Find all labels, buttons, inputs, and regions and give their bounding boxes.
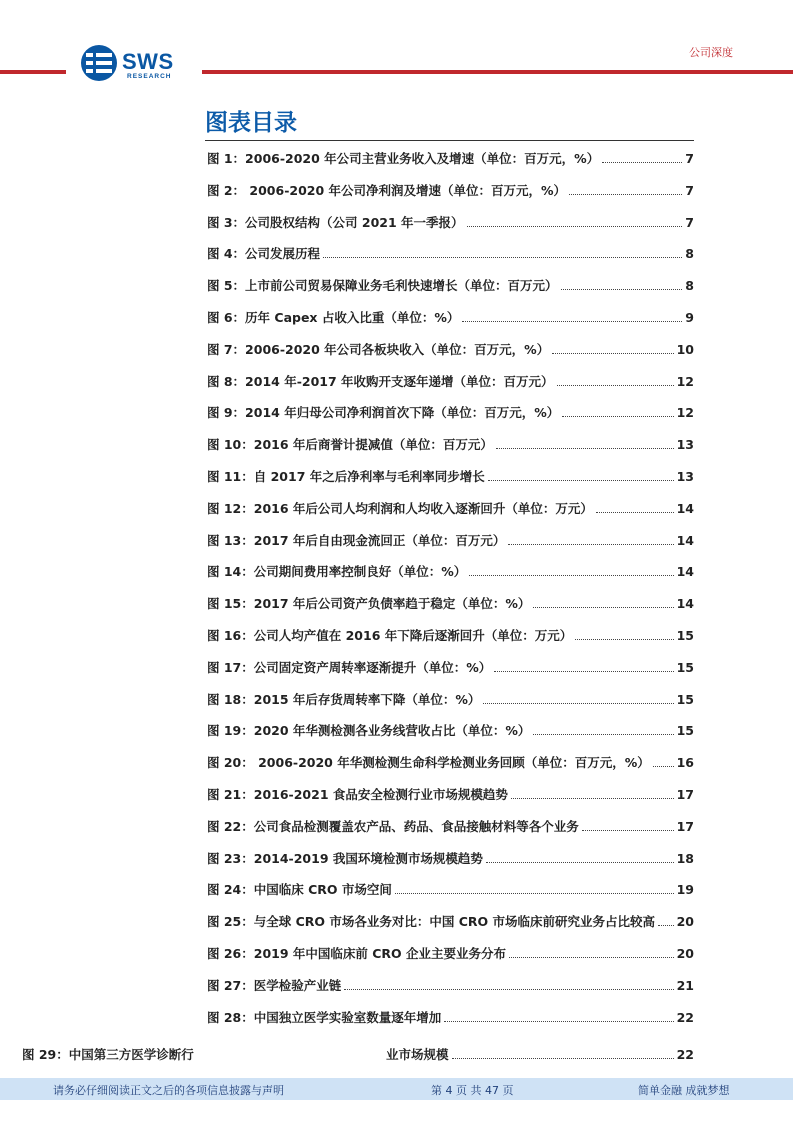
- header-divider-left: [0, 70, 66, 74]
- toc-entry-page: 21: [676, 977, 694, 993]
- toc-entry-page: 10: [676, 341, 694, 357]
- toc-entry-page: 7: [685, 151, 694, 166]
- toc-entry-label: 图 24：中国临床 CRO 市场空间: [207, 882, 392, 898]
- toc-entry-label: 图 1：2006-2020 年公司主营业务收入及增速（单位：百万元，%）: [207, 151, 600, 166]
- toc-entry-16[interactable]: [207, 626, 694, 658]
- toc-leader-dots: [552, 353, 673, 354]
- toc-leader-dots: [469, 575, 673, 576]
- page-footer: [0, 1078, 793, 1100]
- toc-leader-dots: [561, 289, 683, 290]
- logo-text: SWS: [122, 49, 174, 74]
- toc-entry-label: 图 9：2014 年归母公司净利润首次下降（单位：百万元，%）: [207, 405, 560, 421]
- toc-entry-label: 图 11：自 2017 年之后净利率与毛利率同步增长: [207, 468, 485, 484]
- toc-leader-dots: [562, 416, 673, 417]
- title-divider: [205, 140, 694, 141]
- toc-entry-page: 13: [676, 468, 694, 484]
- header-divider-right: [202, 70, 793, 74]
- toc-list: [207, 149, 694, 1039]
- toc-entry-label: 图 4：公司发展历程: [207, 246, 321, 262]
- toc-entry-3[interactable]: [207, 213, 694, 245]
- toc-entry-label: 图 26：2019 年中国临床前 CRO 企业主要业务分布: [207, 945, 507, 961]
- page-title: 图表目录: [205, 110, 297, 136]
- toc-entry-6[interactable]: [207, 308, 694, 340]
- toc-leader-dots: [533, 734, 673, 735]
- footer-slogan: 简单金融 成就梦想: [638, 1084, 730, 1097]
- toc-entry-label: 图 19：2020 年华测检测各业务线营收占比（单位：%）: [207, 723, 531, 739]
- toc-entry-12[interactable]: [207, 499, 694, 531]
- toc-entry-15[interactable]: [207, 594, 694, 626]
- toc-entry-page: 8: [685, 278, 694, 294]
- toc-leader-dots: [494, 671, 673, 672]
- toc-entry-25[interactable]: [207, 912, 694, 944]
- toc-entry-label: 图 6：历年 Capex 占收入比重（单位：%）: [207, 309, 460, 325]
- toc-entry-label: 图 25：与全球 CRO 市场各业务对比：中国 CRO 市场临床前研究业务占比较高: [207, 914, 656, 930]
- toc-entry-19[interactable]: [207, 721, 694, 753]
- footer-disclaimer: 请务必仔细阅读正文之后的各项信息披露与声明: [53, 1084, 284, 1097]
- toc-entry-page: 7: [685, 214, 694, 230]
- toc-entry-18[interactable]: [207, 690, 694, 722]
- toc-entry-20[interactable]: [207, 753, 694, 785]
- toc-entry-label: 图 21：2016-2021 食品安全检测行业市场规模趋势: [207, 786, 508, 802]
- toc-entry-page: 12: [676, 405, 694, 421]
- toc-entry-page: 15: [676, 659, 694, 675]
- toc-entry-11[interactable]: [207, 467, 694, 499]
- toc-entry-14[interactable]: [207, 562, 694, 594]
- toc-entry-27[interactable]: [207, 976, 694, 1008]
- toc-entry-7[interactable]: [207, 340, 694, 372]
- sws-logo: [80, 44, 184, 84]
- toc-leader-dots: [444, 1021, 673, 1022]
- toc-leader-dots: [575, 639, 673, 640]
- toc-entry-page: 14: [676, 564, 694, 580]
- toc-leader-dots: [496, 448, 674, 449]
- toc-entry-page: 16: [676, 755, 694, 771]
- toc-entry-label: 图 23：2014-2019 我国环境检测市场规模趋势: [207, 850, 483, 866]
- toc-leader-dots: [658, 925, 674, 926]
- toc-leader-dots: [395, 893, 674, 894]
- toc-leader-dots: [488, 480, 674, 481]
- toc-leader-dots: [509, 957, 674, 958]
- toc-entry-page: 9: [685, 309, 694, 325]
- toc-entry-page: 13: [676, 437, 694, 453]
- toc-leader-dots: [483, 703, 673, 704]
- toc-entry-page: 12: [676, 373, 694, 389]
- toc-leader-dots: [486, 862, 674, 863]
- toc-entry-5[interactable]: [207, 276, 694, 308]
- toc-leader-dots: [569, 194, 682, 195]
- toc-leader-dots: [533, 607, 673, 608]
- toc-entry-label-part2: 业市场规模: [386, 1047, 449, 1062]
- toc-entry-label: 图 13：2017 年后自由现金流回正（单位：百万元）: [207, 532, 506, 548]
- toc-entry-4[interactable]: [207, 244, 694, 276]
- toc-entry-label: 图 17：公司固定资产周转率逐渐提升（单位：%）: [207, 659, 492, 675]
- sws-logo-icon: [80, 44, 118, 82]
- toc-entry-label: 图 18：2015 年后存货周转率下降（单位：%）: [207, 691, 481, 707]
- toc-entry-9[interactable]: [207, 403, 694, 435]
- toc-entry-10[interactable]: [207, 435, 694, 467]
- toc-leader-dots: [653, 766, 674, 767]
- toc-entry-22[interactable]: [207, 817, 694, 849]
- toc-entry-label: 图 15：2017 年后公司资产负债率趋于稳定（单位：%）: [207, 596, 531, 612]
- toc-entry-page: 18: [676, 850, 694, 866]
- toc-entry-23[interactable]: [207, 849, 694, 881]
- toc-leader-dots: [323, 257, 682, 258]
- toc-entry-8[interactable]: [207, 372, 694, 404]
- toc-entry-label: 图 7：2006-2020 年公司各板块收入（单位：百万元，%）: [207, 341, 550, 357]
- toc-entry-page: 8: [685, 246, 694, 262]
- toc-entry-24[interactable]: [207, 880, 694, 912]
- toc-entry-page: 15: [676, 627, 694, 643]
- toc-leader-dots: [596, 512, 674, 513]
- toc-entry-page: 17: [676, 786, 694, 802]
- footer-page-info: 第 4 页 共 47 页: [431, 1084, 514, 1097]
- toc-entry-26[interactable]: [207, 944, 694, 976]
- toc-entry-28[interactable]: [207, 1008, 694, 1040]
- toc-leader-dots: [511, 798, 674, 799]
- toc-leader-dots: [582, 830, 674, 831]
- toc-entry-2[interactable]: [207, 181, 694, 213]
- toc-entry-page: 22: [676, 1047, 694, 1062]
- toc-entry-17[interactable]: [207, 658, 694, 690]
- toc-entry-page: 14: [676, 532, 694, 548]
- toc-entry-page: 15: [676, 723, 694, 739]
- toc-entry-label: 图 20： 2006-2020 年华测检测生命科学检测业务回顾（单位：百万元，%）: [207, 755, 650, 771]
- toc-entry-label: 图 22：公司食品检测覆盖农产品、药品、食品接触材料等各个业务: [207, 818, 579, 834]
- toc-entry-label: 图 8：2014 年-2017 年收购开支逐年递增（单位：百万元）: [207, 373, 554, 389]
- toc-entry-page: 7: [685, 182, 694, 198]
- toc-leader-dots: [344, 989, 673, 990]
- toc-entry-page: 14: [676, 596, 694, 612]
- toc-entry-label: 图 12：2016 年后公司人均利润和人均收入逐渐回升（单位：万元）: [207, 500, 593, 516]
- toc-leader-dots: [557, 385, 674, 386]
- toc-leader-dots: [602, 162, 682, 163]
- toc-entry-label-part1: 图 29：中国第三方医学诊断行: [22, 1047, 194, 1062]
- toc-entry-label: 图 2： 2006-2020 年公司净利润及增速（单位：百万元，%）: [207, 182, 567, 198]
- toc-entry-page: 20: [676, 914, 694, 930]
- toc-entry-label: 图 16：公司人均产值在 2016 年下降后逐渐回升（单位：万元）: [207, 627, 573, 643]
- toc-leader-dots: [452, 1058, 674, 1059]
- toc-entry-1[interactable]: [207, 149, 694, 181]
- toc-entry-page: 20: [676, 945, 694, 961]
- toc-entry-21[interactable]: [207, 785, 694, 817]
- toc-entry-page: 15: [676, 691, 694, 707]
- toc-entry-page: 17: [676, 818, 694, 834]
- toc-entry-label: 图 5：上市前公司贸易保障业务毛利快速增长（单位：百万元）: [207, 278, 558, 294]
- report-type-tag: 公司深度: [689, 46, 733, 59]
- toc-entry-page: 14: [676, 500, 694, 516]
- toc-leader-dots: [508, 544, 673, 545]
- toc-entry-label: 图 28：中国独立医学实验室数量逐年增加: [207, 1009, 442, 1025]
- toc-entry-page: 22: [676, 1009, 694, 1025]
- toc-entry-label: 图 27：医学检验产业链: [207, 977, 342, 993]
- toc-entry-label: 图 10：2016 年后商誉计提减值（单位：百万元）: [207, 437, 493, 453]
- toc-entry-label: 图 14：公司期间费用率控制良好（单位：%）: [207, 564, 467, 580]
- toc-leader-dots: [462, 321, 682, 322]
- logo-subtext: RESEARCH: [127, 73, 172, 80]
- toc-leader-dots: [467, 226, 683, 227]
- toc-entry-29[interactable]: [0, 1045, 793, 1065]
- toc-entry-label: 图 3：公司股权结构（公司 2021 年一季报）: [207, 214, 464, 230]
- toc-entry-page: 19: [676, 882, 694, 898]
- toc-entry-13[interactable]: [207, 531, 694, 563]
